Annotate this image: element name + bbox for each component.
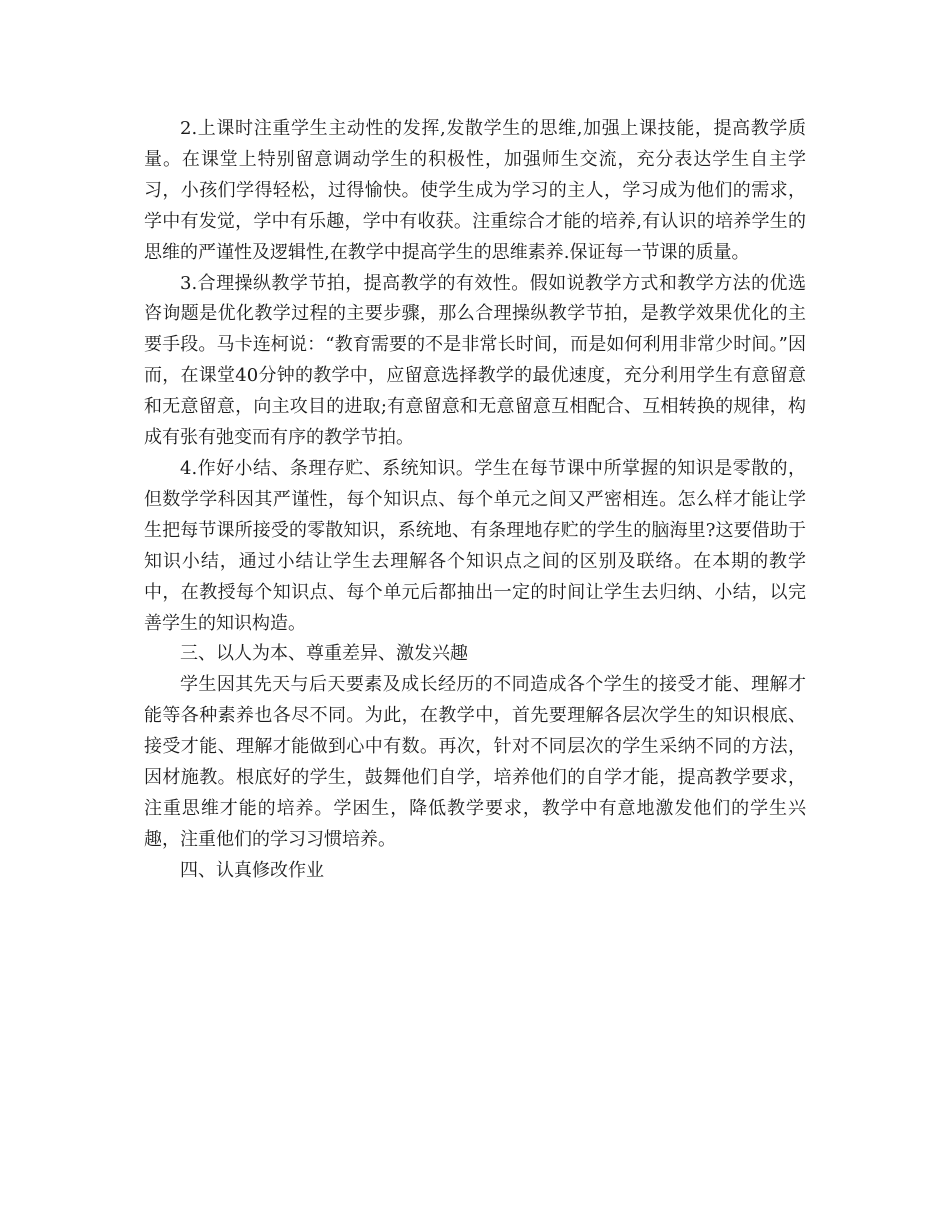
document-page xyxy=(144,114,806,887)
paragraph-individual-differences: 学生因其先天与后天要素及成长经历的不同造成各个学生的接受才能、理解才能等各种素养也各尽不同。为此，在教学中，首先要理解各层次学生的知识根底、接受才能、理解才能做到心中有数。再次，针对不同层次的学生采纳不同的方法，因材施教。根底好的学生，鼓舞他们自学，培养他们的自学才能，提高教学要求，注重思维才能的培养。学困生，降低教学要求，教学中有意地激发他们的学生兴趣，注重他们的学习习惯培养。 xyxy=(144,674,806,850)
paragraph-teaching-rhythm: 3.合理操纵教学节拍，提高教学的有效性。假如说教学方式和教学方法的优选咨询题是优化教学过程的主要步骤，那么合理操纵教学节拍，是教学效果优化的主要手段。马卡连柯说：“教育需要的不是非常长时间，而是如何利用非常少时间。”因而，在课堂40分钟的教学中，应留意选择教学的最优速度，充分利用学生有意留意和无意留意，向主攻目的进取;有意留意和无意留意互相配合、互相转换的规律，构成有张有弛变而有序的教学节拍。 xyxy=(144,272,806,449)
section-heading-four: 四、认真修改作业 xyxy=(180,859,324,881)
paragraph-class-technique: 2.上课时注重学生主动性的发挥,发散学生的思维,加强上课技能，提高教学质量。在课堂上特别留意调动学生的积极性，加强师生交流，充分表达学生自主学习，小孩们学得轻松，过得愉快。使学生成为学习的主人，学习成为他们的需求，学中有发觉，学中有乐趣，学中有收获。注重综合才能的培养,有认识的培养学生的思维的严谨性及逻辑性,在教学中提高学生的思维素养.保证每一节课的质量。 xyxy=(144,118,806,263)
section-heading-three: 三、以人为本、尊重差异、激发兴趣 xyxy=(180,643,468,665)
paragraph-summary-knowledge: 4.作好小结、条理存贮、系统知识。学生在每节课中所掌握的知识是零散的，但数学学科因其严谨性，每个知识点、每个单元之间又严密相连。怎么样才能让学生把每节课所接受的零散知识，系统地、有条理地存贮的学生的脑海里?这要借助于知识小结，通过小结让学生去理解各个知识点之间的区别及联络。在本期的教学中，在教授每个知识点、每个单元后都抽出一定的时间让学生去归纳、小结，以完善学生的知识构造。 xyxy=(144,457,806,634)
